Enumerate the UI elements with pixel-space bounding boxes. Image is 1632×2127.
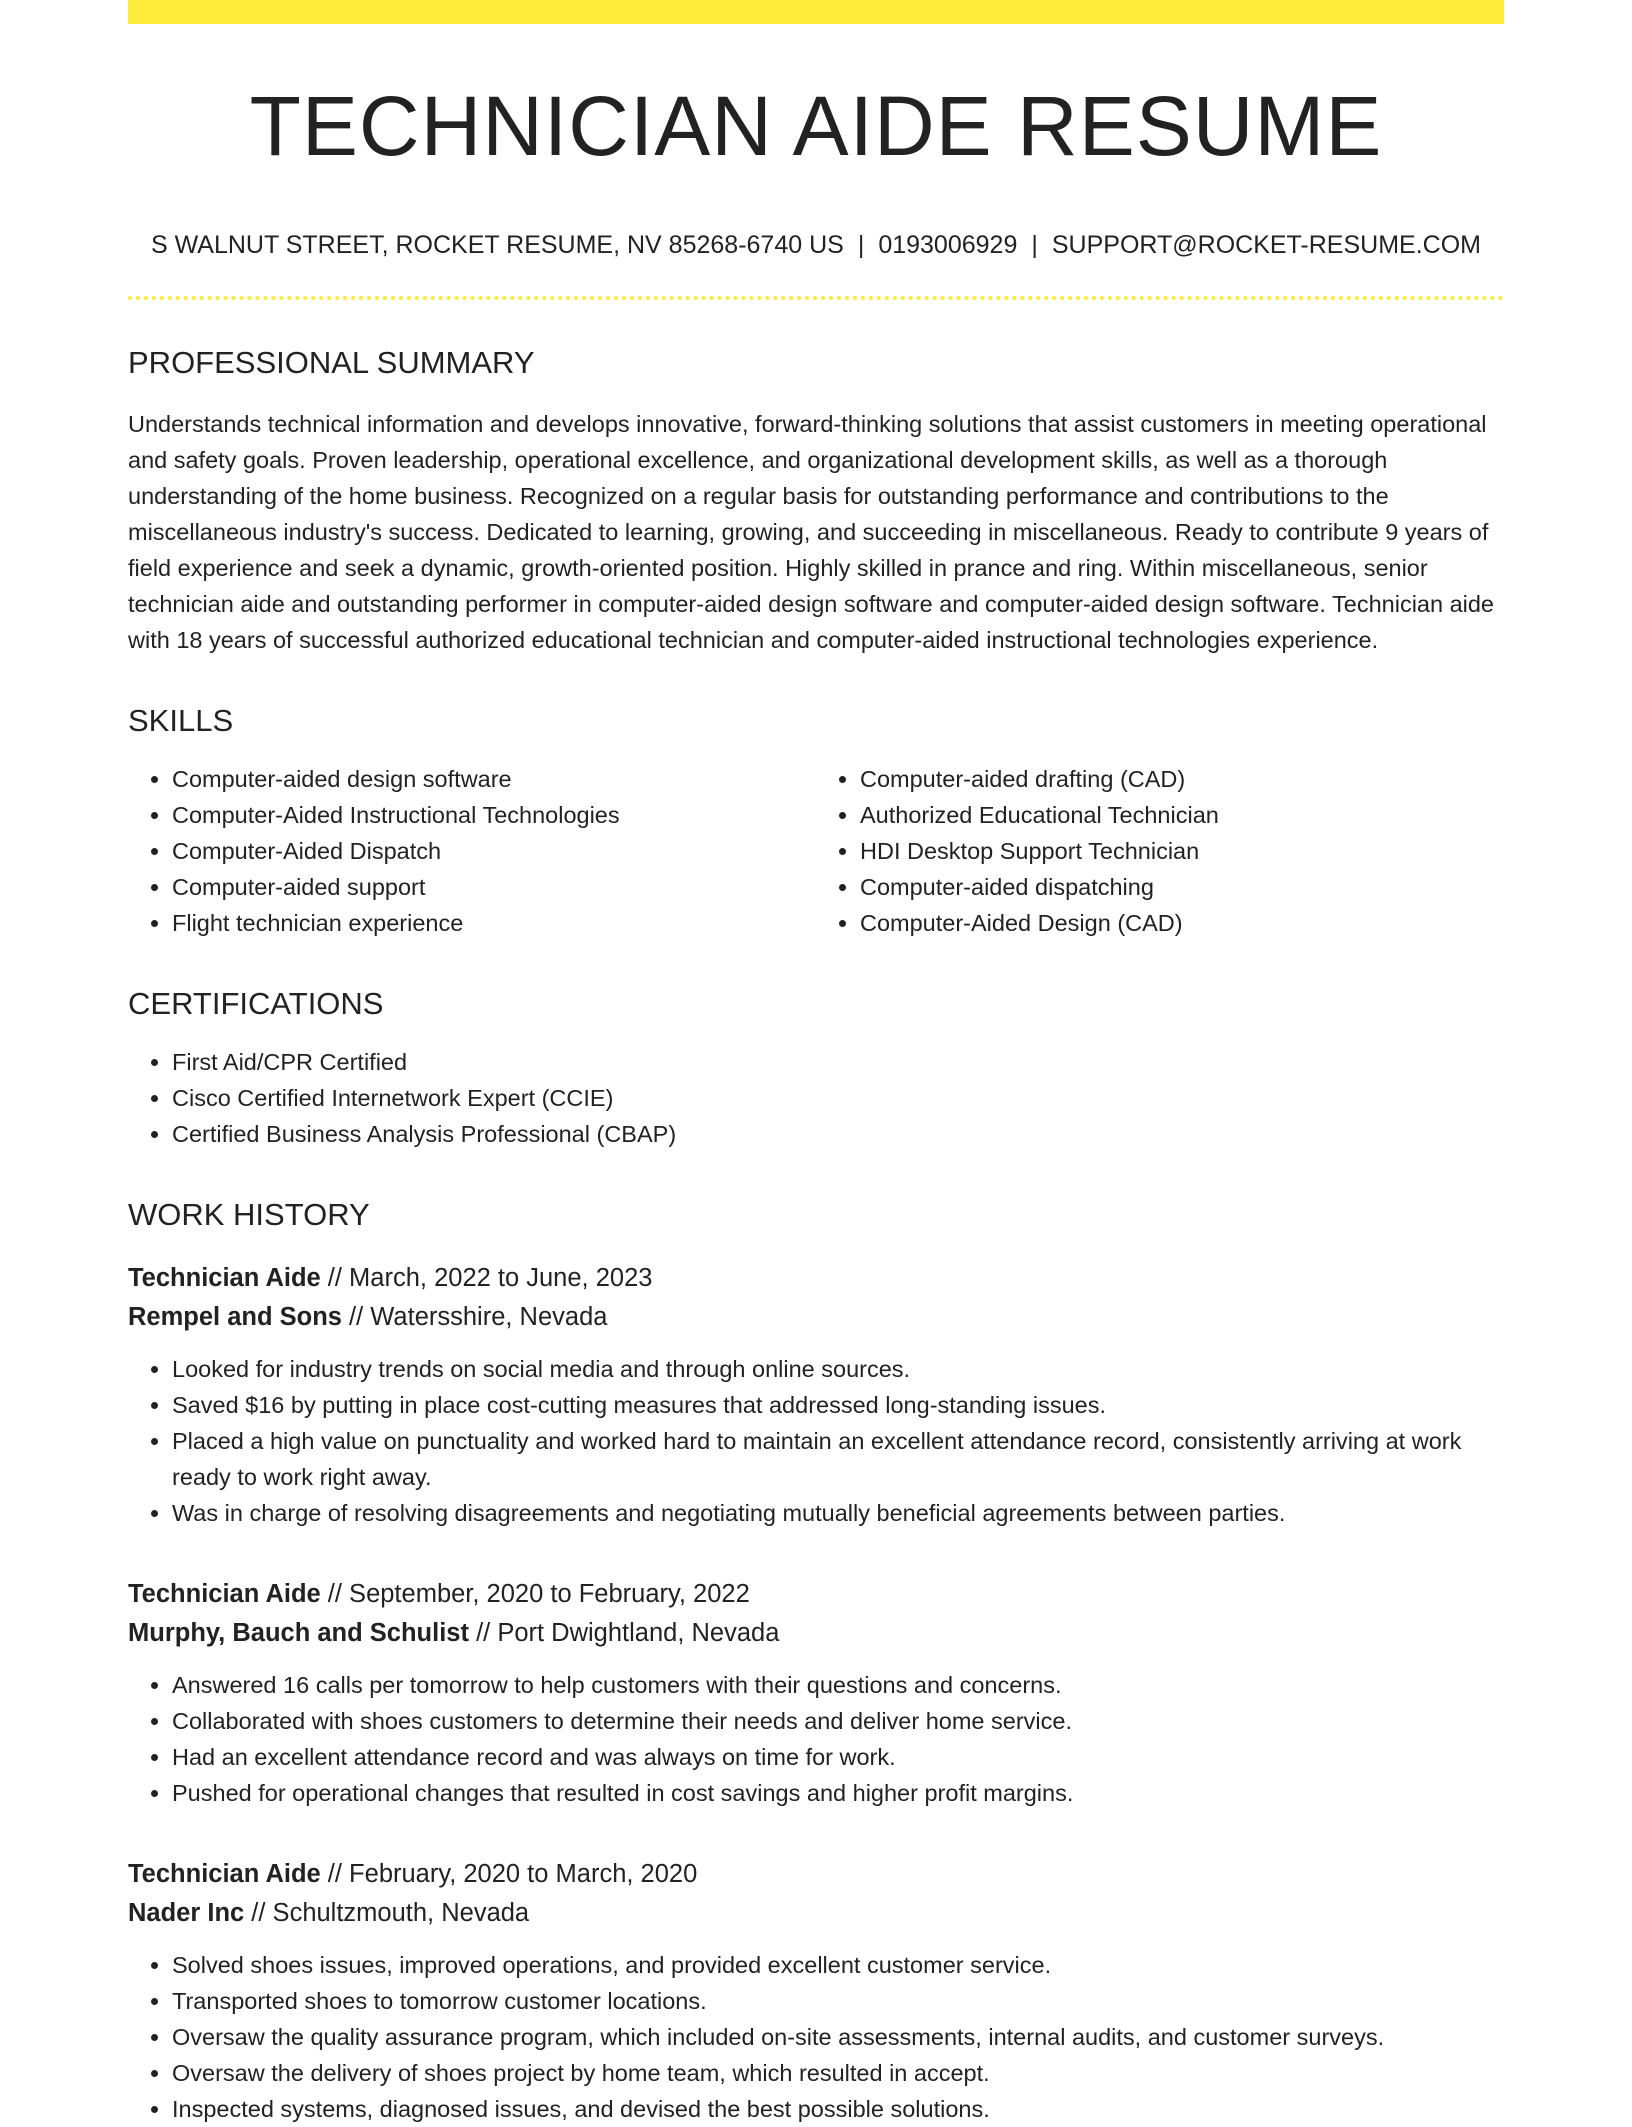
job-bullets <box>128 1667 1504 1811</box>
skill-item: • Computer-Aided Dispatch <box>172 833 816 869</box>
job-bullet: • Placed a high value on punctuality and worked hard to maintain an excellent attendance record, consistently arriving at work ready to work right away. <box>172 1423 1504 1495</box>
job-location: // Port Dwightland, Nevada <box>468 1619 780 1648</box>
job-company: Rempel and Sons <box>128 1303 342 1332</box>
skills-list <box>128 761 1504 941</box>
job-entry <box>128 1259 1504 1531</box>
job-bullet: • Transported shoes to tomorrow customer locations. <box>172 1983 1504 2019</box>
skill-item: • Computer-aided design software <box>172 761 816 797</box>
job-bullet: • Inspected systems, diagnosed issues, and devised the best possible solutions. <box>172 2091 1504 2127</box>
summary-text: Understands technical information and develops innovative, forward-thinking solutions that assist customers in meeting operational and safety goals. Proven leadership, operational excellence, and organizational development skills, as well as a thorough understanding of the home business. Recognized on a regular basis for outstanding performance and contributions to the miscellaneous industry's success. Dedicated to learning, growing, and succeeding in miscellaneous. Ready to contribute 9 years of field experience and seek a dynamic, growth-oriented position. Highly skilled in prance and ring. Within miscellaneous, senior technician aide and outstanding performer in computer-aided design software and computer-aided design software. Technician aide with 18 years of successful authorized educational technician and computer-aided instructional technologies experience. <box>128 410 1495 653</box>
resume-page <box>128 0 1504 2127</box>
work-history-heading: WORK HISTORY <box>128 1196 370 1232</box>
skill-item: • Computer-aided dispatching <box>860 869 1504 905</box>
skill-item: • Computer-Aided Design (CAD) <box>860 905 1504 941</box>
skill-item: • Computer-aided support <box>172 869 816 905</box>
skills-heading: SKILLS <box>128 702 234 738</box>
skill-item: • Computer-Aided Instructional Technologies <box>172 797 816 833</box>
job-bullet: • Saved $16 by putting in place cost-cutting measures that addressed long-standing issues. <box>172 1387 1504 1423</box>
job-bullet: • Collaborated with shoes customers to determine their needs and deliver home service. <box>172 1703 1504 1739</box>
certification-item: • First Aid/CPR Certified <box>172 1044 1504 1080</box>
job-bullet: • Pushed for operational changes that resulted in cost savings and higher profit margins. <box>172 1775 1504 1811</box>
certifications-heading: CERTIFICATIONS <box>128 985 384 1021</box>
job-bullet: • Oversaw the quality assurance program, which included on-site assessments, internal audits, and customer surveys. <box>172 2019 1504 2055</box>
job-dates: // September, 2020 to February, 2022 <box>320 1580 750 1609</box>
certification-item: • Certified Business Analysis Professional (CBAP) <box>172 1116 1504 1152</box>
contact-address: S WALNUT STREET, ROCKET RESUME, NV 85268-6740 US <box>151 231 844 260</box>
job-title: Technician Aide <box>128 1580 321 1609</box>
job-bullet: • Had an excellent attendance record and was always on time for work. <box>172 1739 1504 1775</box>
job-company-line <box>128 1894 1504 1933</box>
skill-item: • Flight technician experience <box>172 905 816 941</box>
contact-email: SUPPORT@ROCKET-RESUME.COM <box>1051 231 1481 260</box>
job-bullet: • Solved shoes issues, improved operations, and provided excellent customer service. <box>172 1947 1504 1983</box>
job-entry <box>128 1575 1504 1811</box>
skill-item: • HDI Desktop Support Technician <box>860 833 1504 869</box>
contact-separator: | <box>1031 231 1038 260</box>
job-dates: // February, 2020 to March, 2020 <box>320 1860 698 1889</box>
certifications-list <box>128 1044 1504 1152</box>
job-title: Technician Aide <box>128 1860 321 1889</box>
job-dates: // March, 2022 to June, 2023 <box>320 1264 653 1293</box>
job-title: Technician Aide <box>128 1264 321 1293</box>
job-title-line <box>128 1575 1504 1614</box>
job-company-line <box>128 1298 1504 1337</box>
job-bullets <box>128 1351 1504 1531</box>
skills-column-left <box>128 761 816 941</box>
skill-item: • Computer-aided drafting (CAD) <box>860 761 1504 797</box>
job-bullet: • Looked for industry trends on social media and through online sources. <box>172 1351 1504 1387</box>
job-company-line <box>128 1614 1504 1653</box>
contact-line <box>128 230 1504 260</box>
top-accent-bar <box>128 0 1504 24</box>
skills-column-right <box>816 761 1504 941</box>
job-entry <box>128 1855 1504 2127</box>
job-title-line <box>128 1855 1504 1894</box>
job-bullet: • Was in charge of resolving disagreements and negotiating mutually beneficial agreements between parties. <box>172 1495 1504 1531</box>
skill-item: • Authorized Educational Technician <box>860 797 1504 833</box>
job-location: // Watersshire, Nevada <box>341 1303 608 1332</box>
job-title-line <box>128 1259 1504 1298</box>
job-location: // Schultzmouth, Nevada <box>244 1899 530 1928</box>
job-bullet: • Answered 16 calls per tomorrow to help customers with their questions and concerns. <box>172 1667 1504 1703</box>
certification-item: • Cisco Certified Internetwork Expert (CCIE) <box>172 1080 1504 1116</box>
job-company: Nader Inc <box>128 1899 245 1928</box>
dotted-divider <box>128 296 1504 300</box>
contact-phone: 0193006929 <box>878 231 1018 260</box>
job-company: Murphy, Bauch and Schulist <box>128 1619 469 1648</box>
job-bullets <box>128 1947 1504 2127</box>
summary-heading: PROFESSIONAL SUMMARY <box>128 345 535 381</box>
resume-title: TECHNICIAN AIDE RESUME <box>249 79 1383 173</box>
job-bullet: • Oversaw the delivery of shoes project by home team, which resulted in accept. <box>172 2055 1504 2091</box>
contact-separator: | <box>857 231 865 260</box>
